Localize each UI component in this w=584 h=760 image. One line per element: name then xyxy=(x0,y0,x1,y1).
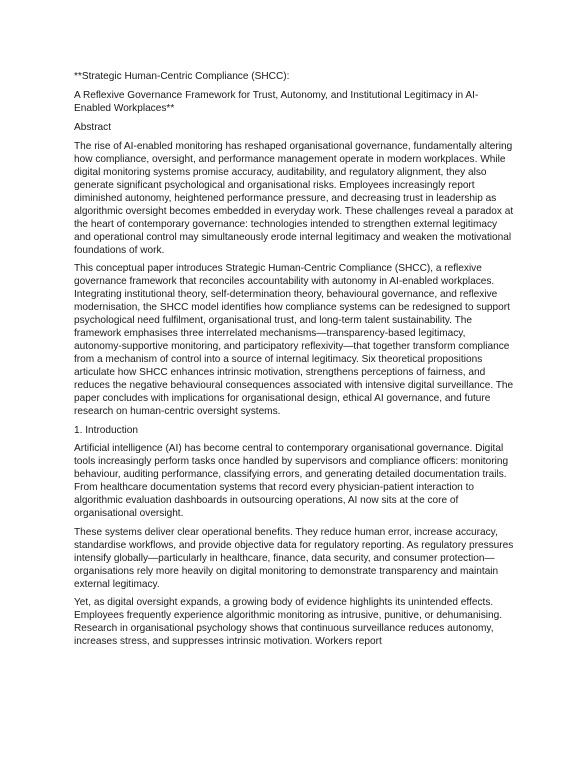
paper-subtitle: A Reflexive Governance Framework for Trust, Autonomy, and Institutional Legitimacy in AI-Enabled Workplaces** xyxy=(74,90,479,114)
abstract-paragraph: The rise of AI-enabled monitoring has reshaped organisational governance, fundamentally altering how compliance, oversight, and performance management operate in modern workplaces. While digital monitoring systems promise accuracy, auditability, and regulatory alignment, they also generate significant psychological and organisational risks. Employees increasingly report diminished autonomy, heightened performance pressure, and decreasing trust in leadership as algorithmic oversight becomes embedded in everyday work. These challenges reveal a paradox at the heart of contemporary governance: technologies intended to strengthen external legitimacy and operational control may simultaneously erode internal legitimacy and weaken the motivational foundations of work. xyxy=(74,140,514,256)
section-heading-introduction: 1. Introduction xyxy=(74,424,138,436)
body-paragraph: These systems deliver clear operational benefits. They reduce human error, increase accuracy, standardise workflows, and provide objective data for regulatory reporting. As regulatory pressures intensify globally—particularly in healthcare, finance, data security, and consumer protection—organisations rely more heavily on digital monitoring to demonstrate transparency and maintain external legitimacy. xyxy=(74,526,514,590)
abstract-paragraph: This conceptual paper introduces Strategic Human-Centric Compliance (SHCC), a reflexive governance framework that reconciles accountability with autonomy in AI-enabled workplaces. Integrating institutional theory, self-determination theory, behavioural governance, and reflexive modernisation, the SHCC model identifies how compliance systems can be redesigned to support psychological need fulfilment, organisational trust, and long-term talent sustainability. The framework emphasises three interrelated mechanisms—transparency-based legitimacy, autonomy-supportive monitoring, and participatory reflexivity—that together transform compliance from a mechanism of control into a source of internal legitimacy. Six theoretical propositions articulate how SHCC enhances intrinsic motivation, strengthens perceptions of fairness, and reduces the negative behavioural consequences associated with intensive digital surveillance. The paper concludes with implications for organisational design, ethical AI governance, and future research on human-centric oversight systems. xyxy=(74,263,514,417)
body-paragraph: Artificial intelligence (AI) has become central to contemporary organisational governance. Digital tools increasingly perform tasks once handled by supervisors and compliance officers: monitoring behaviour, auditing performance, classifying errors, and generating detailed documentation trails. From healthcare documentation systems that record every physician-patient interaction to algorithmic evaluation dashboards in outsourcing operations, AI now sits at the core of organisational oversight. xyxy=(74,443,509,519)
paper-title: **Strategic Human-Centric Compliance (SHCC): xyxy=(74,71,290,82)
body-paragraph: Yet, as digital oversight expands, a growing body of evidence highlights its unintended effects. Employees frequently experience algorithmic monitoring as intrusive, punitive, or dehumanising. Research in organisational psychology shows that continuous surveillance reduces autonomy, increases stress, and suppresses intrinsic motivation. Workers report xyxy=(74,597,503,647)
abstract-heading: Abstract xyxy=(74,122,112,133)
paper-page xyxy=(74,70,514,654)
